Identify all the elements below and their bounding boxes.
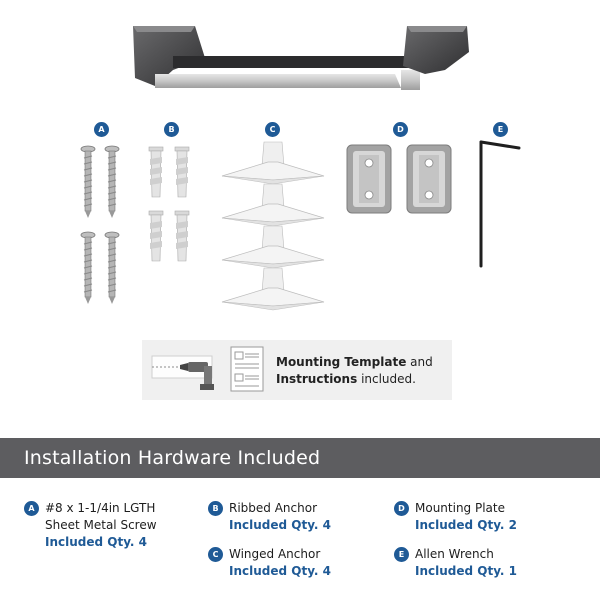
legend-item-e bbox=[394, 546, 517, 580]
legend-badge-b: B bbox=[208, 501, 223, 516]
legend-d-qty: Included Qty. 2 bbox=[415, 518, 518, 532]
badge-b: B bbox=[164, 122, 179, 137]
template-note-part1: Mounting Template bbox=[276, 355, 407, 369]
legend-item-a bbox=[24, 500, 157, 551]
template-note-part4: included. bbox=[357, 372, 416, 386]
legend-item-d bbox=[394, 500, 517, 534]
legend-item-c bbox=[208, 546, 331, 580]
document-icon bbox=[230, 346, 264, 392]
legend-b-line1: Ribbed Anchor bbox=[229, 501, 318, 515]
legend-item-b bbox=[208, 500, 331, 534]
banner-title: Installation Hardware Included bbox=[24, 447, 321, 469]
winged-anchor-icon bbox=[218, 140, 328, 315]
drill-icon bbox=[150, 348, 220, 394]
legend-badge-a: A bbox=[24, 501, 39, 516]
legend-badge-c: C bbox=[208, 547, 223, 562]
legend-d-line1: Mounting Plate bbox=[415, 501, 505, 515]
legend-a-line2: Sheet Metal Screw bbox=[45, 518, 157, 532]
legend-badge-d: D bbox=[394, 501, 409, 516]
hardware-banner bbox=[0, 438, 600, 478]
legend-c-line1: Winged Anchor bbox=[229, 547, 321, 561]
badge-d: D bbox=[393, 122, 408, 137]
ribbed-anchor-icon bbox=[145, 145, 200, 275]
legend-e-qty: Included Qty. 1 bbox=[415, 564, 518, 578]
towel-bar-product bbox=[125, 18, 475, 98]
badge-a: A bbox=[94, 122, 109, 137]
template-note-part2: and bbox=[406, 355, 433, 369]
allen-wrench-icon bbox=[475, 140, 525, 270]
template-note-part3: Instructions bbox=[276, 372, 358, 386]
legend-a-qty: Included Qty. 4 bbox=[45, 535, 148, 549]
badge-c: C bbox=[265, 122, 280, 137]
legend-a-line1: #8 x 1-1/4in LGTH bbox=[45, 501, 156, 515]
mounting-plate-icon bbox=[345, 143, 455, 215]
legend-c-qty: Included Qty. 4 bbox=[229, 564, 332, 578]
legend-b-qty: Included Qty. 4 bbox=[229, 518, 332, 532]
legend-badge-e: E bbox=[394, 547, 409, 562]
badge-e: E bbox=[493, 122, 508, 137]
legend-e-line1: Allen Wrench bbox=[415, 547, 494, 561]
screw-icon bbox=[76, 140, 126, 310]
template-note-text bbox=[276, 354, 433, 388]
